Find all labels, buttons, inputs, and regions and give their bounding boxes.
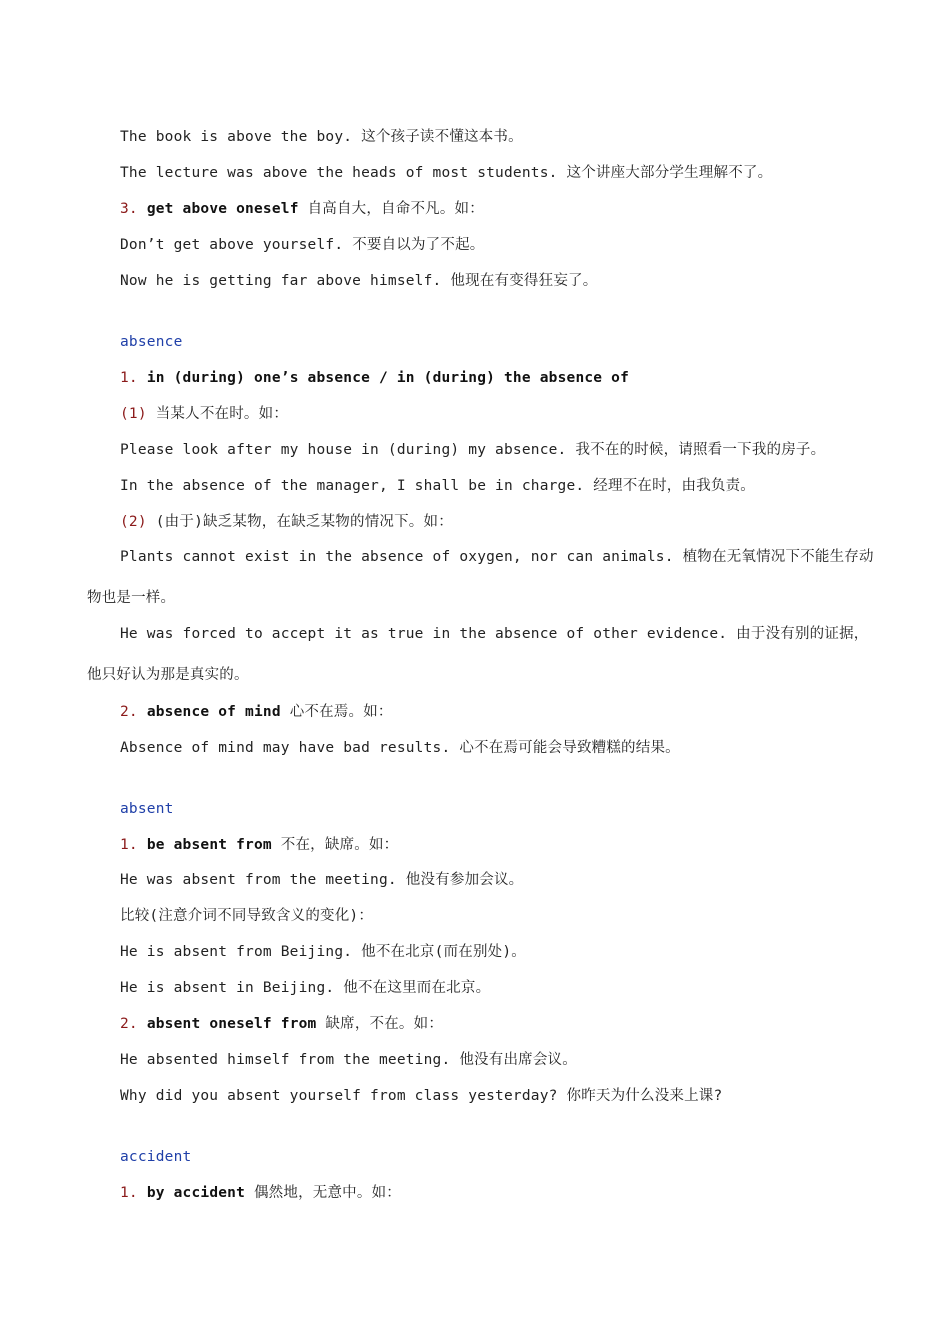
chinese-translation: 这个孩子读不懂这本书。 xyxy=(361,129,523,145)
example-line-wrapped xyxy=(87,537,877,619)
example-line xyxy=(120,942,526,962)
example-line xyxy=(120,1086,722,1106)
example-line xyxy=(120,127,523,147)
chinese-translation: 经理不在时，由我负责。 xyxy=(593,478,755,494)
phrase-entry xyxy=(120,835,398,855)
phrase: absence of mind xyxy=(146,704,281,720)
phrase-definition: 不在，缺席。如： xyxy=(280,837,399,853)
phrase: be absent from xyxy=(146,837,272,853)
english-sentence: The lecture was above the heads of most students. xyxy=(120,165,558,181)
chinese-translation: 由于没有别的证据，他只好认为那是真实的。 xyxy=(87,626,869,683)
english-sentence: He was forced to accept it as true in the absence of other evidence. xyxy=(120,626,728,642)
entry-number: 3. xyxy=(120,201,138,217)
english-sentence: The book is above the boy. xyxy=(120,129,353,145)
chinese-translation: 他现在有变得狂妄了。 xyxy=(450,273,598,289)
chinese-translation: 他没有参加会议。 xyxy=(405,872,524,888)
english-sentence: Absence of mind may have bad results. xyxy=(120,740,451,756)
chinese-translation: 他没有出席会议。 xyxy=(459,1052,577,1068)
example-line xyxy=(120,271,597,291)
example-line xyxy=(120,235,485,255)
english-sentence: Plants cannot exist in the absence of oxygen, nor can animals. xyxy=(120,549,674,565)
headword-absent: absent xyxy=(120,801,174,817)
example-line xyxy=(120,978,490,998)
english-sentence: Please look after my house in (during) my absence. xyxy=(120,442,567,458)
chinese-translation: 我不在的时候，请照看一下我的房子。 xyxy=(575,442,826,458)
phrase-entry xyxy=(120,702,393,722)
chinese-translation: 他不在北京(而在别处)。 xyxy=(361,944,526,960)
sense-definition: 当某人不在时。如： xyxy=(155,406,289,422)
phrase: in (during) one’s absence / in (during) the absence of xyxy=(146,370,630,386)
phrase-entry xyxy=(120,1014,443,1034)
sense-entry xyxy=(120,404,288,424)
chinese-translation: 植物在无氧情况下不能生存动物也是一样。 xyxy=(87,549,874,606)
example-line xyxy=(120,1050,577,1070)
english-sentence: He absented himself from the meeting. xyxy=(120,1052,451,1068)
phrase-entry xyxy=(120,368,629,388)
english-sentence: In the absence of the manager, I shall be in charge. xyxy=(120,478,585,494)
example-line xyxy=(120,738,680,758)
phrase-definition: 缺席，不在。如： xyxy=(325,1016,444,1032)
phrase: by accident xyxy=(146,1185,246,1201)
headword-absence: absence xyxy=(120,334,183,350)
phrase-definition: 偶然地，无意中。如： xyxy=(253,1185,401,1201)
phrase-entry xyxy=(120,1183,401,1203)
chinese-translation: 他不在这里而在北京。 xyxy=(343,980,491,996)
entry-number: 1. xyxy=(120,1185,138,1201)
english-sentence: He is absent from Beijing. xyxy=(120,944,353,960)
english-sentence: Don’t get above yourself. xyxy=(120,237,344,253)
chinese-translation: 心不在焉可能会导致糟糕的结果。 xyxy=(459,740,680,756)
english-sentence: Now he is getting far above himself. xyxy=(120,273,442,289)
sense-entry xyxy=(120,512,453,532)
sense-number: (2) xyxy=(120,514,147,530)
example-line xyxy=(120,163,772,183)
entry-number: 1. xyxy=(120,370,138,386)
example-line-wrapped xyxy=(87,614,877,696)
comparison-note: 比较(注意介词不同导致含义的变化)： xyxy=(120,908,374,924)
english-sentence: Why did you absent yourself from class yesterday? xyxy=(120,1088,558,1104)
example-line xyxy=(120,440,825,460)
english-sentence: He is absent in Beijing. xyxy=(120,980,335,996)
entry-number: 2. xyxy=(120,1016,138,1032)
english-sentence: He was absent from the meeting. xyxy=(120,872,397,888)
entry-number: 1. xyxy=(120,837,138,853)
chinese-translation: 这个讲座大部分学生理解不了。 xyxy=(566,165,773,181)
note-line xyxy=(120,906,373,926)
example-line xyxy=(120,476,755,496)
sense-definition: (由于)缺乏某物，在缺乏某物的情况下。如： xyxy=(155,514,453,530)
phrase: absent oneself from xyxy=(146,1016,317,1032)
entry-number: 2. xyxy=(120,704,138,720)
chinese-translation: 你昨天为什么没来上课? xyxy=(566,1088,723,1104)
phrase-definition: 心不在焉。如： xyxy=(289,704,393,720)
phrase: get above oneself xyxy=(146,201,299,217)
chinese-translation: 不要自以为了不起。 xyxy=(352,237,485,253)
headword-accident: accident xyxy=(120,1149,192,1165)
sense-number: (1) xyxy=(120,406,147,422)
phrase-entry xyxy=(120,199,484,219)
example-line xyxy=(120,870,523,890)
phrase-definition: 自高自大，自命不凡。如： xyxy=(307,201,484,217)
